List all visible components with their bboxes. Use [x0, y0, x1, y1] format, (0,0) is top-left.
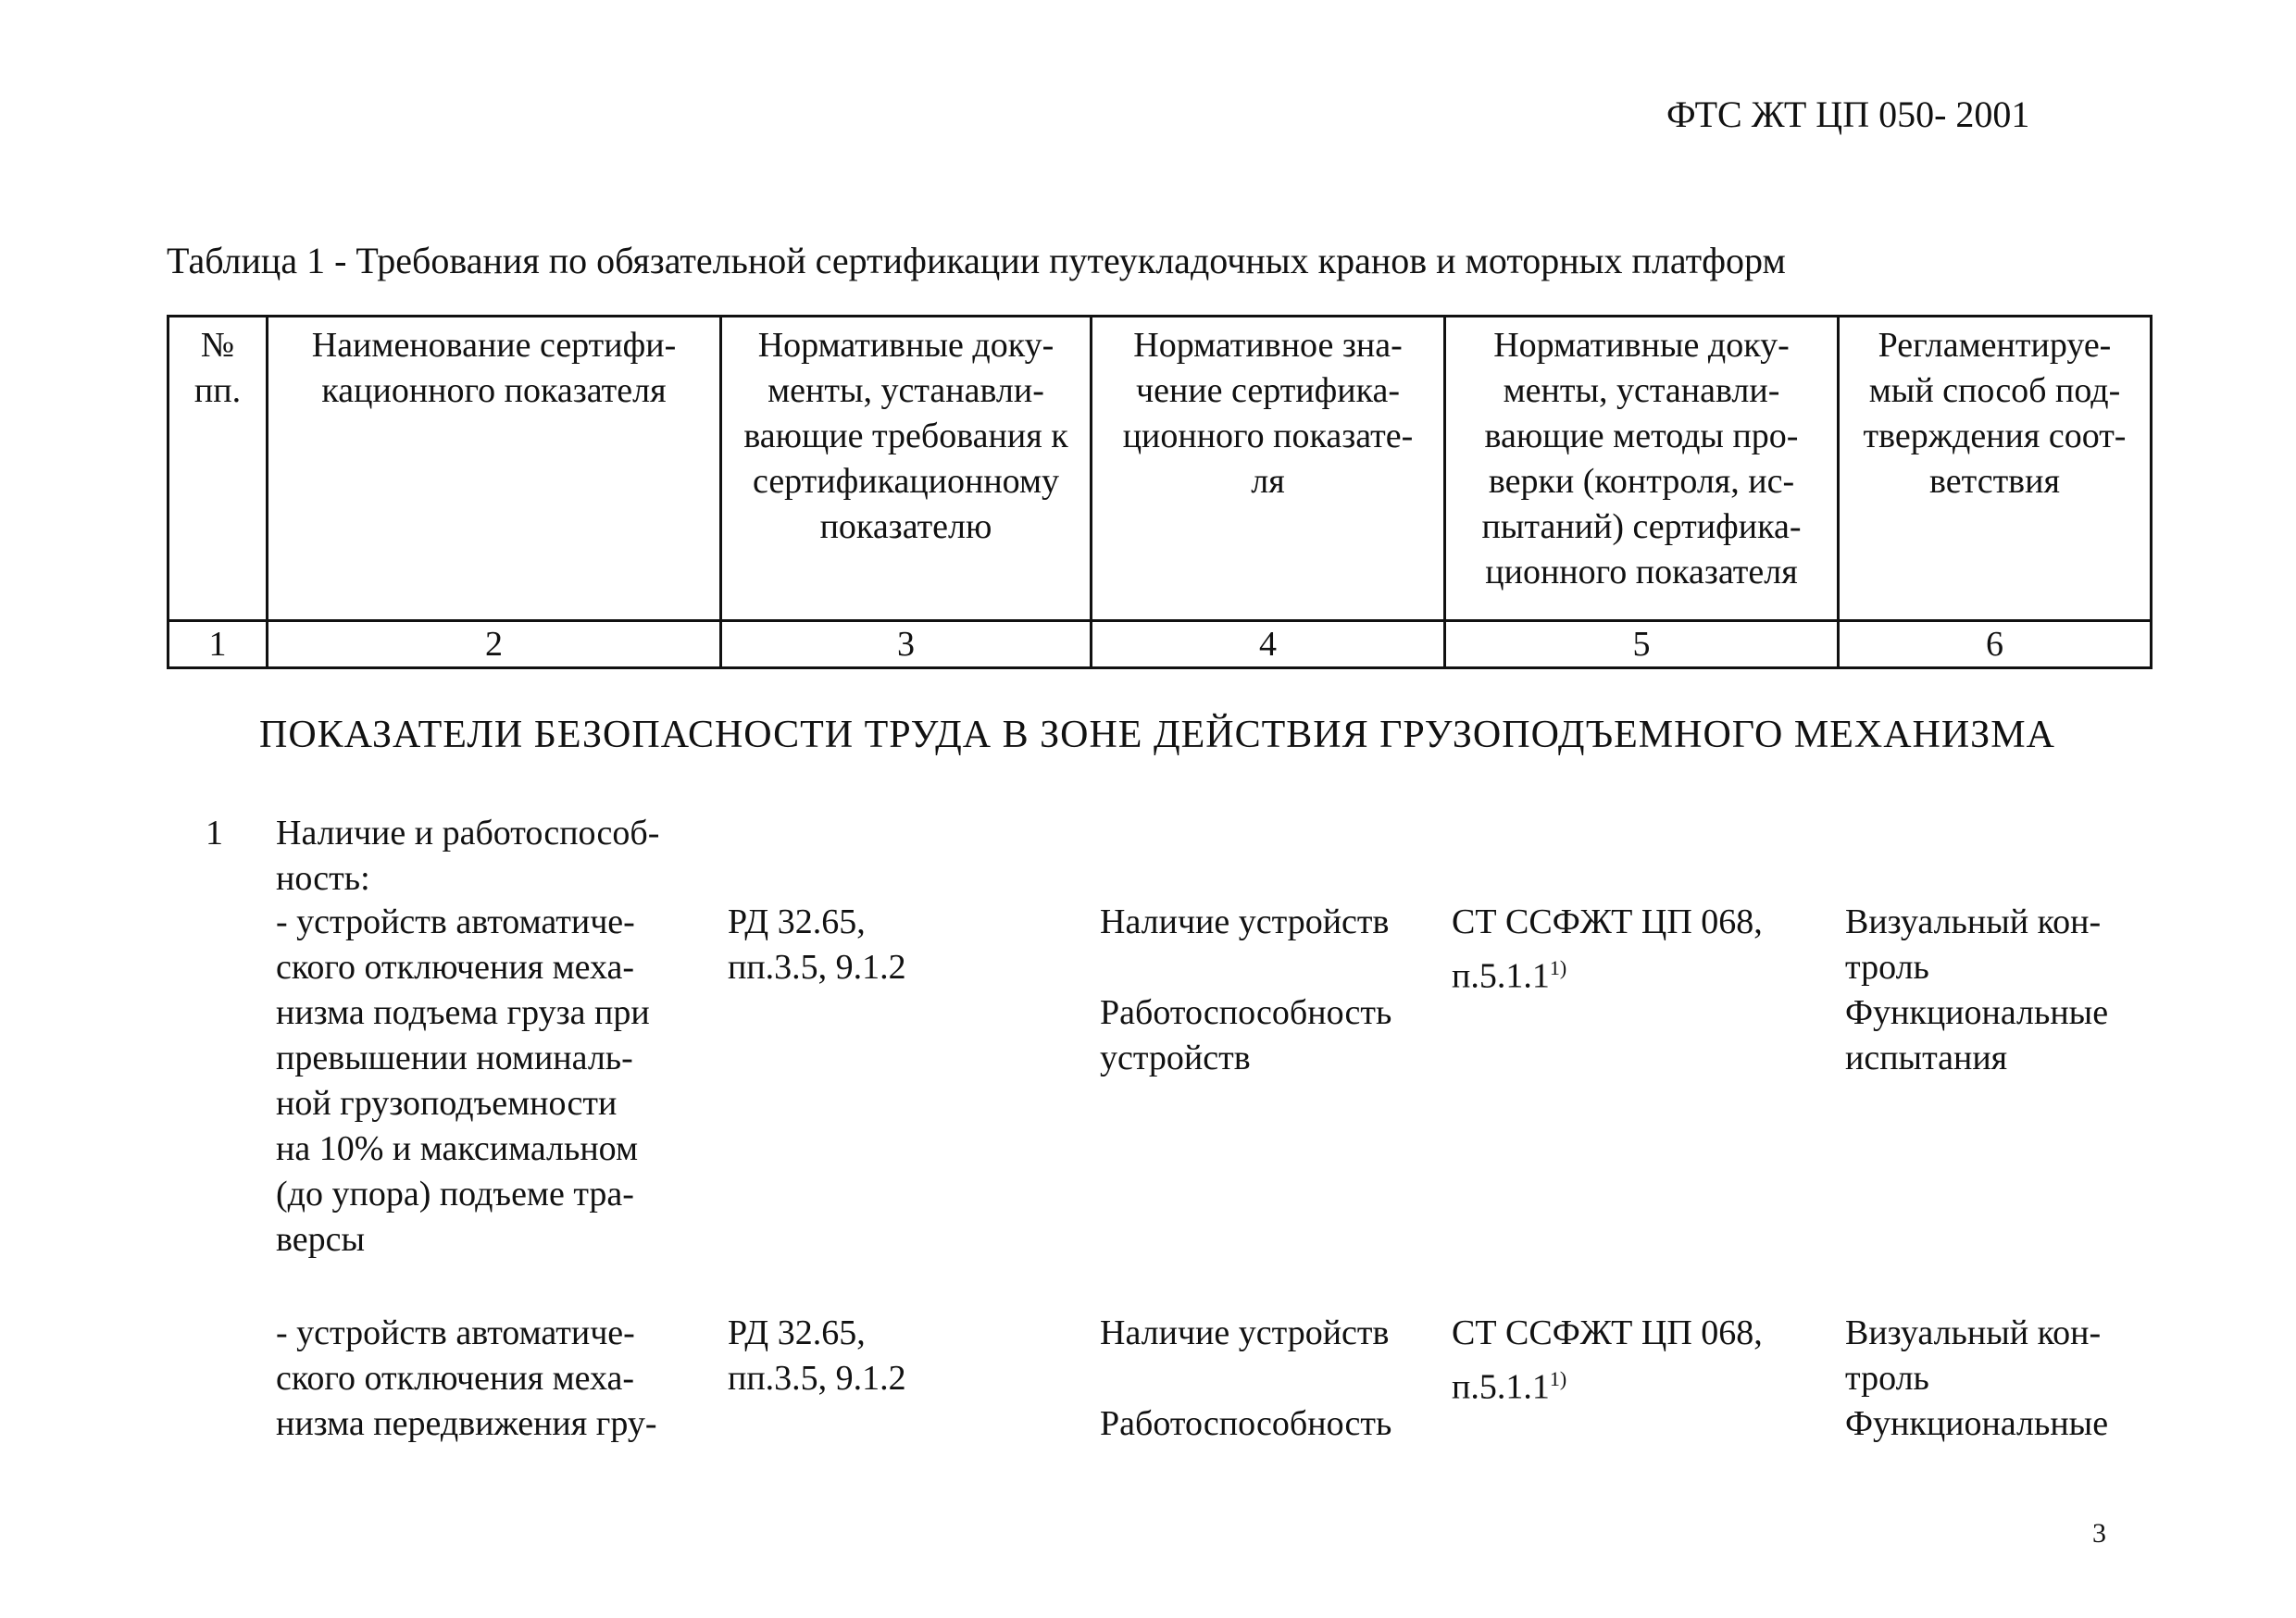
column-number: 4 [1092, 621, 1445, 668]
row-2-normative-value: Наличие устройств Работоспособность [1100, 1313, 1392, 1443]
row-2-test-methods [1452, 1311, 1763, 1411]
item-number: 1 [206, 814, 223, 853]
header-cell-normative-docs: Нормативные доку- менты, устанавли- вающие требования к сертификационному показателю [721, 317, 1092, 596]
row-1-confirmation: Визуальный кон- троль Функциональные испытания [1845, 902, 2109, 1077]
header-cell-indicator-name: Наименование сертифи- кационного показателя [268, 317, 721, 596]
column-number: 6 [1839, 621, 2152, 668]
header-cell-confirmation: Регламентируе- мый способ под- тверждения соот- ветствия [1839, 317, 2152, 596]
footnote-mark: 1) [1549, 956, 1567, 979]
header-gap-row [168, 595, 2152, 621]
column-number: 3 [721, 621, 1092, 668]
row-2-test-methods-text: СТ ССФЖТ ЦП 068, п.5.1.1 [1452, 1313, 1763, 1407]
item-intro: Наличие и работоспособ- ность: [276, 814, 660, 898]
table-title: Таблица 1 - Требования по обязательной сертификации путеукладочных кранов и моторных платформ [167, 240, 1786, 281]
column-number: 2 [268, 621, 721, 668]
row-1-test-methods [1452, 900, 1763, 1000]
row-1-normative-docs: РД 32.65, пп.3.5, 9.1.2 [728, 902, 906, 987]
column-number-row [168, 621, 2152, 668]
header-cell-normative-value: Нормативное зна- чение сертифика- ционного показате- ля [1092, 317, 1445, 596]
row-1-indicator-name: - устройств автоматиче- ского отключения меха- низма подъема груза при превышении номиналь- ной грузоподъемности на 10% и максимальном (до упора) подъеме тра- версы [276, 902, 650, 1259]
column-number: 5 [1445, 621, 1839, 668]
document-code: ФТС ЖТ ЦП 050- 2001 [1666, 93, 2030, 135]
row-2-normative-docs: РД 32.65, пп.3.5, 9.1.2 [728, 1313, 906, 1398]
header-table [167, 315, 2152, 669]
row-1-test-methods-text: СТ ССФЖТ ЦП 068, п.5.1.1 [1452, 902, 1763, 996]
header-row [168, 317, 2152, 596]
page-number: 3 [2092, 1518, 2106, 1549]
footnote-mark: 1) [1549, 1367, 1567, 1390]
row-2-indicator-name: - устройств автоматиче- ского отключения меха- низма передвижения гру- [276, 1313, 657, 1443]
row-2-confirmation: Визуальный кон- троль Функциональные [1845, 1313, 2109, 1443]
row-1-normative-value: Наличие устройств Работоспособность устройств [1100, 902, 1392, 1077]
header-cell-number: № пп. [168, 317, 268, 596]
column-number: 1 [168, 621, 268, 668]
section-title: ПОКАЗАТЕЛИ БЕЗОПАСНОСТИ ТРУДА В ЗОНЕ ДЕЙСТВИЯ ГРУЗОПОДЪЕМНОГО МЕХАНИЗМА [259, 714, 2055, 756]
header-cell-test-methods: Нормативные доку- менты, устанавли- вающие методы про- верки (контроля, ис- пытаний) сертифика- ционного показателя [1445, 317, 1839, 596]
